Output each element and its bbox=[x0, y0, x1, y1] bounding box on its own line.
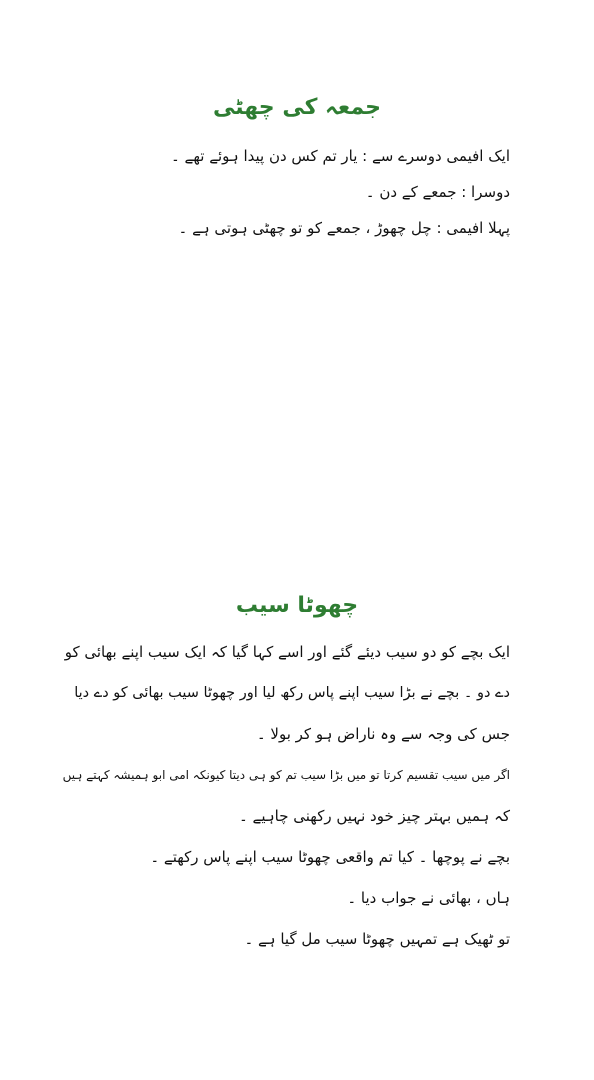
story-line: دوسرا : جمعے کے دن ۔ bbox=[365, 183, 510, 201]
story-line: دے دو ۔ بچے نے بڑا سیب اپنے پاس رکھ لیا اور چھوٹا سیب بھائی کو دے دیا bbox=[74, 685, 510, 701]
story-line: اگر میں سیب تقسیم کرتا تو میں بڑا سیب تم کو ہی دیتا کیونکہ امی ابو ہمیشہ کہتے ہیں bbox=[62, 768, 510, 782]
story-line: جس کی وجہ سے وہ ناراض ہو کر بولا ۔ bbox=[256, 725, 510, 743]
story-line: تو ٹھیک ہے تمہیں چھوٹا سیب مل گیا ہے ۔ bbox=[244, 930, 510, 948]
story-body bbox=[0, 144, 594, 240]
story-title: چھوٹا سیب bbox=[235, 593, 359, 618]
story-line: کہ ہمیں بہتر چیز خود نہیں رکھنی چاہیے ۔ bbox=[239, 807, 510, 825]
story-line: بچے نے پوچھا ۔ کیا تم واقعی چھوٹا سیب اپنے پاس رکھتے ۔ bbox=[150, 848, 510, 866]
story-jumma-ki-chutti bbox=[0, 92, 594, 252]
story-line: پہلا افیمی : چل چھوڑ ، جمعے کو تو چھٹی ہوتی ہے ۔ bbox=[178, 219, 510, 237]
story-line: ایک افیمی دوسرے سے : یار تم کس دن پیدا ہوئے تھے ۔ bbox=[170, 147, 510, 165]
story-title: جمعہ کی چھٹی bbox=[213, 95, 381, 120]
story-line: ایک بچے کو دو سیب دیئے گئے اور اسے کہا گیا کہ ایک سیب اپنے بھائی کو bbox=[64, 643, 510, 661]
story-body bbox=[0, 640, 594, 951]
story-chota-saib bbox=[0, 590, 594, 968]
story-line: ہاں ، بھائی نے جواب دیا ۔ bbox=[347, 889, 510, 907]
